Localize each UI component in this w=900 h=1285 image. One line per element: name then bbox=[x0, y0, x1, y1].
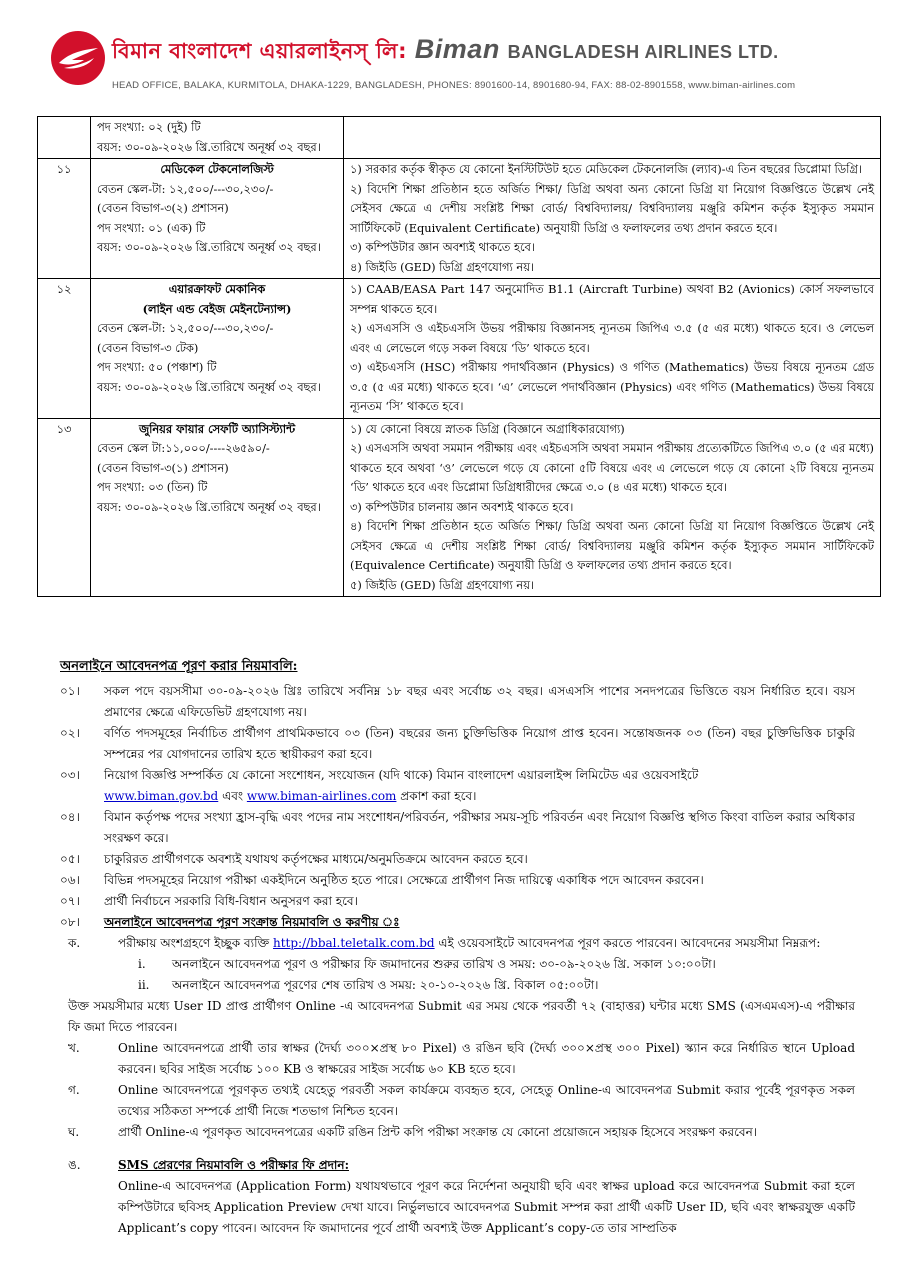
post-detail: বেতন স্কেল-টা: ১২,৫০০/---৩০,২৩০/- bbox=[97, 181, 274, 196]
post-serial: ১১ bbox=[38, 159, 91, 279]
post-title: এয়ারক্রাফট মেকানিক bbox=[168, 282, 266, 296]
biman-airlines-link[interactable]: www.biman-airlines.com bbox=[246, 789, 397, 803]
post-title: মেডিকেল টেকনোলজিস্ট bbox=[160, 162, 274, 176]
rule-text: বিমান কর্তৃপক্ষ পদের সংখ্যা হ্রাস-বৃদ্ধি এবং পদের নাম সংশোধন/পরিবর্তন, পরীক্ষার সময়-সূচি পরিবর্তন এবং নিয়োগ বিজ্ঞপ্তি স্থগিত কিংবা বাতিল করার অধিকার সংরক্ষণ করে। bbox=[104, 810, 855, 845]
spacer bbox=[60, 1143, 855, 1155]
rule-text: সকল পদে বয়সসীমা ৩০-০৯-২০২৬ খ্রিঃ তারিখে সর্বনিম্ন ১৮ বছর এবং সর্বোচ্চ ৩২ বছর। এসএসসি পাশের সনদপত্রের ভিত্তিতে বয়স নির্ধারিত হবে। বয়স প্রমাণের ক্ষেত্রে এফিডেভিট গ্রহণযোগ্য নয়। bbox=[104, 684, 855, 719]
sub-item-text: Online-এ আবেদনপত্র (Application Form) যথাযথভাবে পূরণ করে নির্দেশনা অনুযায়ী ছবি এবং স্বাক্ষর upload করে আবেদনপত্র Submit করা হলে কম্পিউটারে ছবিসহ Application Preview দেখা যাবে। নির্ভুলভাবে আবেদনপত্র Submit সম্পন্ন করা প্রার্থী একটি User ID, ছবি এবং স্বাক্ষরযুক্ত একটি Applicant’s copy পাবেন। আবেদন ফি জমাদানের পূর্বে প্রার্থী অবশ্যই উক্ত Applicant’s copy-তে তার সাম্প্রতিক bbox=[118, 1179, 855, 1235]
rule-text-part: এবং bbox=[218, 789, 247, 803]
post-detail: পদ সংখ্যা: ০২ (দুই) টি bbox=[97, 120, 201, 134]
requirement-item: ২) এসএসসি ও এইচএসসি উভয় পরীক্ষায় বিজ্ঞানসহ ন্যূনতম জিপিএ ৩.৫ (৫ এর মধ্যে) থাকতে হবে। ও লেভেল এবং এ লেভেলে গড়ে সকল বিষয়ে ‘ডি’ থাকতে হবে। bbox=[350, 321, 874, 355]
post-row bbox=[38, 159, 881, 279]
roman-key: ii. bbox=[138, 978, 150, 992]
requirement-item: ৫) জিইডি (GED) ডিগ্রি গ্রহণযোগ্য নয়। bbox=[350, 577, 535, 592]
post-detail: পদ সংখ্যা: ০১ (এক) টি bbox=[97, 220, 206, 235]
rule-number: ০৬। bbox=[60, 873, 80, 887]
sms-rules-heading: SMS প্রেরণের নিয়মাবলি ও পরীক্ষার ফি প্রদান: bbox=[118, 1158, 349, 1172]
post-detail: বয়স: ৩০-০৯-২০২৬ খ্রি.তারিখে অনূর্ধ্ব ৩২ বছর। bbox=[97, 240, 321, 254]
post-detail: বেতন স্কেল টা:১১,০০০/----২৬৫৯০/- bbox=[97, 441, 270, 455]
rule-08-ka bbox=[68, 933, 855, 954]
requirement-item: ৪) জিইডি (GED) ডিগ্রি গ্রহণযোগ্য নয়। bbox=[350, 259, 535, 274]
requirement-item: ১) সরকার কর্তৃক স্বীকৃত যে কোনো ইনস্টিটিউট হতে মেডিকেল টেকনোলজি (ল্যাব)-এ তিন বছরের ডিপ্লোমা ডিগ্রি। bbox=[350, 162, 863, 176]
rule-08-ga bbox=[68, 1080, 855, 1122]
post-detail: বয়স: ৩০-০৯-২০২৬ খ্রি.তারিখে অনূর্ধ্ব ৩২ বছর। bbox=[97, 139, 321, 154]
requirement-item: ১) যে কোনো বিষয়ে স্নাতক ডিগ্রি (বিজ্ঞানে অগ্রাধিকারযোগ্য) bbox=[350, 421, 625, 436]
rule-text: বিভিন্ন পদসমূহের নিয়োগ পরীক্ষা একইদিনে অনুষ্ঠিত হতে পারে। সেক্ষেত্রে প্রার্থীগণ নিজ দায়িত্বে একাধিক পদে আবেদন করবেন। bbox=[104, 873, 704, 887]
requirement-item: ৪) বিদেশি শিক্ষা প্রতিষ্ঠান হতে অর্জিত শিক্ষা/ ডিগ্রি অথবা অন্য কোনো ডিগ্রি যা নিয়োগ বিজ্ঞপ্তিতে উল্লেখ নেই সেইসব ক্ষেত্রে এ দেশীয় সংশ্লিষ্ট শিক্ষা বোর্ড/ বিশ্ববিদ্যালয় মঞ্জুরি কমিশন কর্তৃক ইস্যুকৃত সমমান সার্টিফিকেট (Equivalence Certificate) অনুযায়ী ডিগ্রি ও ফলাফলের তথ্য প্রদান করতে হবে। bbox=[350, 519, 874, 572]
rule-number: ০১। bbox=[60, 684, 80, 698]
post-detail: (বেতন বিভাগ-৩(১) প্রশাসন) bbox=[97, 460, 229, 475]
post-detail: (বেতন বিভাগ-৩ টেক) bbox=[97, 340, 199, 355]
rule-07 bbox=[60, 891, 855, 912]
rule-text bbox=[104, 765, 855, 807]
biman-logo-icon bbox=[50, 30, 106, 86]
rule-number: ০২। bbox=[60, 726, 80, 740]
rule-number: ০৮। bbox=[60, 915, 80, 929]
rule-02 bbox=[60, 723, 855, 765]
post-detail: পদ সংখ্যা: ৫০ (পঞ্চাশ) টি bbox=[97, 360, 217, 374]
rule-08-ka-i bbox=[138, 954, 855, 975]
sub-item-text: প্রার্থী Online-এ পূরণকৃত আবেদনপত্রের একটি রঙিন প্রিন্ট কপি পরীক্ষা সংক্রান্ত যে কোনো প্রয়োজনে সহায়ক হিসেবে সংরক্ষণ করবেন। bbox=[118, 1125, 758, 1139]
post-info bbox=[91, 159, 344, 279]
post-row bbox=[38, 279, 881, 419]
post-detail: (বেতন বিভাগ-৩(২) প্রশাসন) bbox=[97, 201, 229, 215]
rule-text-part: প্রকাশ করা হবে। bbox=[396, 789, 477, 803]
requirement-item: ৩) কম্পিউটার জ্ঞান অবশ্যই থাকতে হবে। bbox=[350, 240, 535, 254]
sub-item-content bbox=[118, 1155, 855, 1239]
company-name bbox=[112, 34, 779, 70]
roman-text: অনলাইনে আবেদনপত্র পূরণ ও পরীক্ষার ফি জমাদানের শুরুর তারিখ ও সময়: ৩০-০৯-২০২৬ খ্রি. সকাল ১০:০০টা। bbox=[172, 957, 716, 971]
rule-04 bbox=[60, 807, 855, 849]
sub-item-text: Online আবেদনপত্রে প্রার্থী তার স্বাক্ষর (দৈর্ঘ্য ৩০০×প্রস্থ ৮০ Pixel) ও রঙিন ছবি (দৈর্ঘ্য ৩০০×প্রস্থ ৩০০ Pixel) স্ক্যান করে নির্ধারিত স্থানে Upload করবেন। ছবির সাইজ সর্বোচ্চ ১০০ KB ও স্বাক্ষরের সাইজ সর্বোচ্চ ৬০ KB হতে হবে। bbox=[118, 1041, 855, 1076]
sub-item-text: Online আবেদনপত্রে পূরণকৃত তথ্যই যেহেতু পরবর্তী সকল কার্যক্রমে ব্যবহৃত হবে, সেহেতু Online-এ আবেদনপত্র Submit করার পূর্বেই পূরণকৃত সকল তথ্যের সঠিকতা সম্পর্কে প্রার্থী নিজে শতভাগ নিশ্চিত হবেন। bbox=[118, 1083, 855, 1118]
rule-06 bbox=[60, 870, 855, 891]
rule-01 bbox=[60, 681, 855, 723]
post-row bbox=[38, 117, 881, 159]
rule-08-ka-ii bbox=[138, 975, 855, 996]
post-row bbox=[38, 418, 881, 597]
post-requirements bbox=[344, 279, 881, 419]
letterhead bbox=[50, 30, 850, 96]
post-serial: ১২ bbox=[38, 279, 91, 419]
requirement-item: ১) CAAB/EASA Part 147 অনুমোদিত B1.1 (Aircraft Turbine) অথবা B2 (Avionics) কোর্স সফলভাবে সম্পন্ন থাকতে হবে। bbox=[350, 282, 874, 316]
requirement-item: ২) বিদেশি শিক্ষা প্রতিষ্ঠান হতে অর্জিত শিক্ষা/ ডিগ্রি অথবা অন্য কোনো ডিগ্রি যা নিয়োগ বিজ্ঞপ্তিতে উল্লেখ নেই সেইসব ক্ষেত্রে এ দেশীয় সংশ্লিষ্ট শিক্ষা বোর্ড/ বিশ্ববিদ্যালয়/ বিশ্ববিদ্যালয় মঞ্জুরি কমিশন কর্তৃক ইস্যুকৃত সমমান সার্টিফিকেট (Equivalent Certificate) অনুযায়ী ডিগ্রি ও ফলাফলের তথ্য প্রদান করতে হবে। bbox=[350, 181, 874, 235]
sub-item-key: ক. bbox=[68, 936, 81, 950]
rule-text: প্রার্থী নির্বাচনে সরকারি বিধি-বিধান অনুসরণ করা হবে। bbox=[104, 894, 358, 908]
rule-08 bbox=[60, 912, 855, 933]
rule-number: ০৫। bbox=[60, 852, 80, 866]
company-brand: Biman bbox=[414, 34, 500, 64]
sub-item-key: খ. bbox=[68, 1041, 80, 1055]
rule-number: ০৭। bbox=[60, 894, 80, 908]
company-address: HEAD OFFICE, BALAKA, KURMITOLA, DHAKA-1229, BANGLADESH, PHONES: 8901600-14, 8901680-94, FAX: 88-02-8901558, www.biman-airlines.com bbox=[112, 80, 796, 91]
rule-text: বর্ণিত পদসমূহের নির্বাচিত প্রার্থীগণ প্রাথমিকভাবে ০৩ (তিন) বছরের জন্য চুক্তিভিত্তিক নিয়োগ প্রাপ্ত হবেন। সন্তোষজনক ০৩ (তিন) বছর চুক্তিভিত্তিক চাকুরি সম্পন্নের পর যোগদানের তারিখ হতে স্থায়ীকরণ করা হবে। bbox=[104, 726, 855, 761]
post-title: (লাইন এন্ড বেইজ মেইনটেন্যান্স) bbox=[142, 301, 292, 316]
post-serial bbox=[38, 117, 91, 159]
sub-item-key: ঘ. bbox=[68, 1125, 80, 1139]
company-name-bangla: বিমান বাংলাদেশ এয়ারলাইনস্ লি: bbox=[112, 39, 407, 63]
rule-text: চাকুরিরত প্রার্থীগণকে অবশ্যই যথাযথ কর্তৃপক্ষের মাধ্যমে/অনুমতিক্রমে আবেদন করতে হবে। bbox=[104, 852, 528, 866]
rule-number: ০৪। bbox=[60, 810, 80, 824]
rule-03 bbox=[60, 765, 855, 807]
post-detail: পদ সংখ্যা: ০৩ (তিন) টি bbox=[97, 480, 208, 494]
rule-08-note bbox=[68, 996, 855, 1038]
rules-heading: অনলাইনে আবেদনপত্র পূরণ করার নিয়মাবলি: bbox=[60, 659, 298, 674]
post-detail: বেতন স্কেল-টা: ১২,৫০০/---৩০,২৩০/- bbox=[97, 321, 274, 335]
rule-text-part: নিয়োগ বিজ্ঞপ্তি সম্পর্কিত যে কোনো সংশোধন, সংযোজন (যদি থাকে) বিমান বাংলাদেশ এয়ারলাইন্স লিমিটেড এর ওয়েবসাইটে bbox=[104, 768, 699, 782]
post-requirements bbox=[344, 159, 881, 279]
rule-08-kha bbox=[68, 1038, 855, 1080]
company-name-english: BANGLADESH AIRLINES LTD. bbox=[507, 42, 779, 62]
post-detail: বয়স: ৩০-০৯-২০২৬ খ্রি.তারিখে অনূর্ধ্ব ৩২ বছর। bbox=[97, 499, 321, 514]
post-info bbox=[91, 418, 344, 597]
post-info bbox=[91, 117, 344, 159]
roman-key: i. bbox=[138, 957, 146, 971]
sub-text-part: পরীক্ষায় অংশগ্রহণে ইচ্ছুক ব্যক্তি bbox=[118, 936, 273, 950]
rule-08-heading: অনলাইনে আবেদনপত্র পূরণ সংক্রান্ত নিয়মাবলি ও করণীয় ঃ bbox=[104, 915, 400, 929]
rule-08-umo bbox=[68, 1155, 855, 1239]
requirement-item: ৩) কম্পিউটার চালনায় জ্ঞান অবশ্যই থাকতে হবে। bbox=[350, 499, 574, 514]
post-requirements bbox=[344, 418, 881, 597]
post-detail: বয়স: ৩০-০৯-২০২৬ খ্রি.তারিখে অনূর্ধ্ব ৩২ বছর। bbox=[97, 379, 321, 394]
rule-number: ০৩। bbox=[60, 768, 80, 782]
sub-item-key: গ. bbox=[68, 1083, 80, 1097]
sub-item-key: ঙ. bbox=[68, 1158, 81, 1172]
post-title: জুনিয়র ফায়ার সেফটি অ্যাসিস্ট্যান্ট bbox=[138, 421, 296, 436]
rule-05 bbox=[60, 849, 855, 870]
requirement-item: ২) এসএসসি অথবা সমমান পরীক্ষায় এবং এইচএসসি অথবা সমমান পরীক্ষায় প্রত্যেকটিতে জিপিএ ৩.০ (৫ এর মধ্যে) থাকতে হবে অথবা ‘ও’ লেভেলে গড়ে যে কোনো ৫টি বিষয়ে এবং এ লেভেলে গড়ে যে কোনো ২টি বিষয়ে ন্যূনতম ‘ডি’ থাকতে হবে এবং ডিপ্লোমা ডিগ্রিধারীদের ক্ষেত্রে ৩.০ (৪ এর মধ্যে) থাকতে হবে। bbox=[350, 441, 874, 494]
post-serial: ১৩ bbox=[38, 418, 91, 597]
biman-gov-link[interactable]: www.biman.gov.bd bbox=[104, 789, 219, 803]
sub-text-part: এই ওয়েবসাইটে আবেদনপত্র পূরণ করতে পারবেন। আবেদনের সময়সীমা নিম্নরূপ: bbox=[434, 936, 821, 950]
post-requirements bbox=[344, 117, 881, 159]
sub-item-text: উক্ত সময়সীমার মধ্যে User ID প্রাপ্ত প্রার্থীগণ Online -এ আবেদনপত্র Submit এর সময় থেকে পরবর্তী ৭২ (বাহাত্তর) ঘন্টার মধ্যে SMS (এসএমএস)-এ পরীক্ষার ফি জমা দিতে পারবেন। bbox=[68, 999, 855, 1034]
sub-item-text bbox=[118, 933, 855, 954]
posts-table bbox=[37, 116, 881, 597]
post-info bbox=[91, 279, 344, 419]
roman-text: অনলাইনে আবেদনপত্র পূরণের শেষ তারিখ ও সময়: ২০-১০-২০২৬ খ্রি. বিকাল ০৫:০০টা। bbox=[172, 978, 599, 992]
requirement-item: ৩) এইচএসসি (HSC) পরীক্ষায় পদার্থবিজ্ঞান (Physics) ও গণিত (Mathematics) উভয় বিষয়ে ন্যূনতম গ্রেড ৩.৫ (৫ এর মধ্যে) থাকতে হবে। ‘এ’ লেভেলে পদার্থবিজ্ঞান (Physics) এবং গণিত (Mathematics) উভয় বিষয়ে ন্যূনতম ‘সি’ থাকতে হবে। bbox=[350, 360, 874, 413]
application-rules bbox=[60, 656, 855, 1239]
teletalk-link[interactable]: http://bbal.teletalk.com.bd bbox=[272, 936, 435, 950]
rule-08-gha bbox=[68, 1122, 855, 1143]
